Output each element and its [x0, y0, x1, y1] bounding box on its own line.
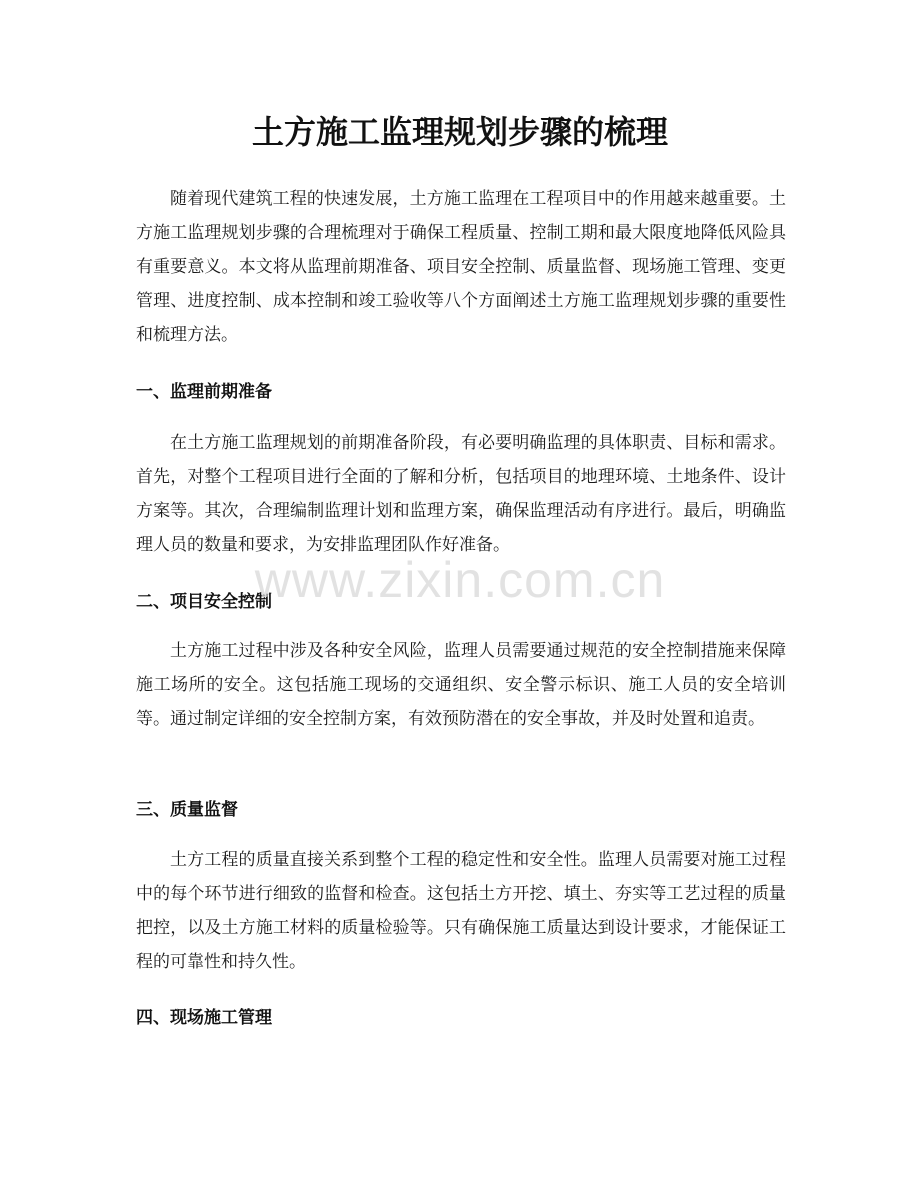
- intro-paragraph: 随着现代建筑工程的快速发展，土方施工监理在工程项目中的作用越来越重要。土方施工监理规划步骤的合理梳理对于确保工程质量、控制工期和最大限度地降低风险具有重要意义。本文将从监理前期准备、项目安全控制、质量监督、现场施工管理、变更管理、进度控制、成本控制和竣工验收等八个方面阐述土方施工监理规划步骤的重要性和梳理方法。: [136, 189, 786, 345]
- section-body-2: 土方施工过程中涉及各种安全风险，监理人员需要通过规范的安全控制措施来保障施工场所的安全。这包括施工现场的交通组织、安全警示标识、施工人员的安全培训等。通过制定详细的安全控制方案，有效预防潜在的安全事故，并及时处置和追责。: [136, 641, 786, 729]
- section-heading-1: 一、监理前期准备: [136, 382, 272, 402]
- section-body-3: 土方工程的质量直接关系到整个工程的稳定性和安全性。监理人员需要对施工过程中的每个环节进行细致的监督和检查。这包括土方开挖、填土、夯实等工艺过程的质量把控，以及土方施工材料的质量检验等。只有确保施工质量达到设计要求，才能保证工程的可靠性和持久性。: [136, 850, 786, 972]
- section-heading-3: 三、质量监督: [136, 800, 238, 820]
- section-heading-4: 四、现场施工管理: [136, 1008, 272, 1028]
- watermark: www.zixin.com.cn: [254, 552, 666, 608]
- document-title: 土方施工监理规划步骤的梳理: [251, 113, 668, 151]
- section-heading-2: 二、项目安全控制: [136, 592, 272, 612]
- section-body-1: 在土方施工监理规划的前期准备阶段，有必要明确监理的具体职责、目标和需求。首先，对整个工程项目进行全面的了解和分析，包括项目的地理环境、土地条件、设计方案等。其次，合理编制监理计划和监理方案，确保监理活动有序进行。最后，明确监理人员的数量和要求，为安排监理团队作好准备。: [136, 433, 786, 555]
